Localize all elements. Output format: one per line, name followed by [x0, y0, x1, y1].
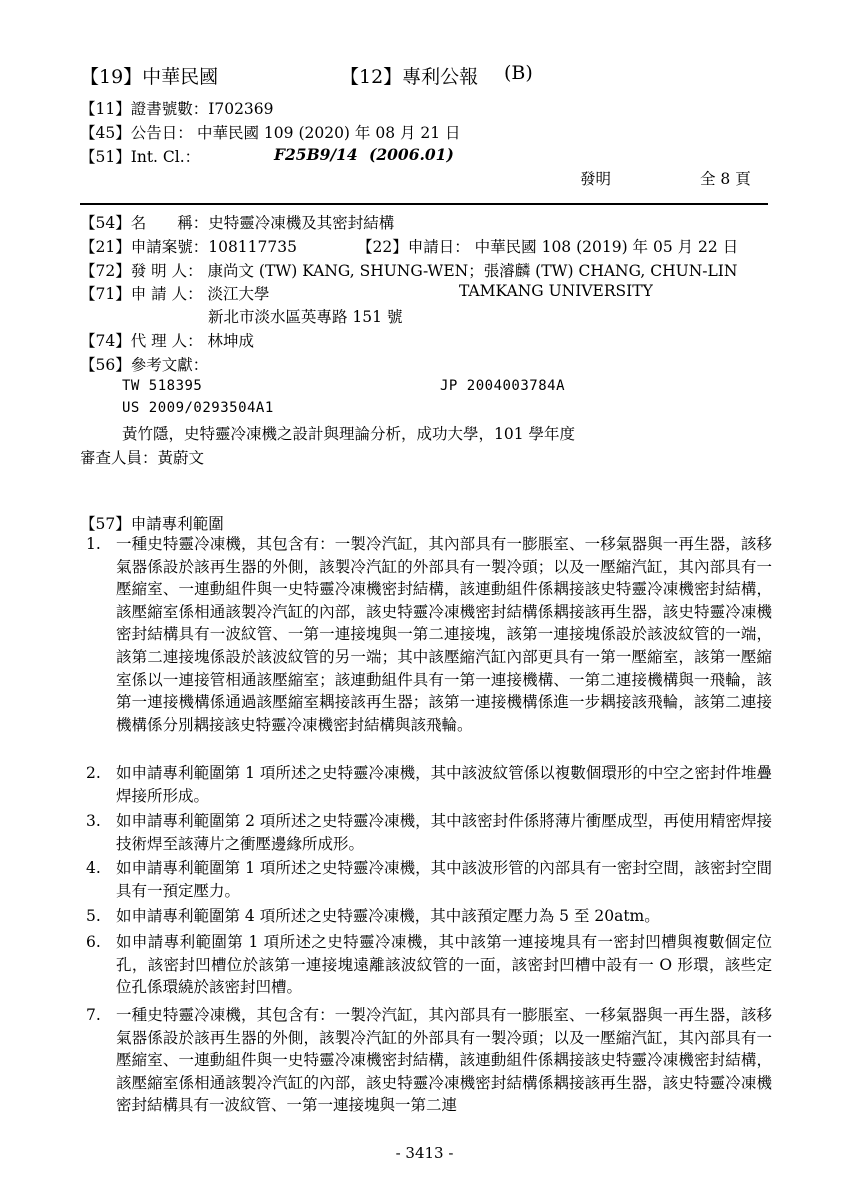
reference-jp: JP 2004003784A: [440, 378, 566, 394]
application-date: 【22】申請日： 中華民國 108 (2019) 年 05 月 22 日: [357, 238, 739, 256]
publication-label: 【45】公告日：: [80, 124, 193, 142]
claim-number: 6.: [86, 933, 101, 951]
claim-text: 如申請專利範圍第 4 項所述之史特靈冷凍機，其中該預定壓力為 5 至 20atm。: [116, 907, 660, 925]
reference-us: US 2009/0293504A1: [122, 400, 274, 416]
int-cl-label: 【51】Int. Cl.：: [80, 148, 201, 166]
document-type: 【12】專利公報: [340, 66, 479, 88]
claim-item: [82, 533, 772, 736]
inventors: 【72】發 明 人： 康尚文 (TW) KANG, SHUNG-WEN；張濬麟 (TW) CHANG, CHUN-LIN: [80, 262, 738, 280]
examiner: 審查人員：黃蔚文: [80, 449, 205, 467]
claim-item: [82, 762, 772, 807]
claim-text: 如申請專利範圍第 2 項所述之史特靈冷凍機，其中該密封件係將薄片衝壓成型，再使用精密焊接技術焊至該薄片之衝壓邊緣所成形。: [116, 812, 772, 853]
application-number: 【21】申請案號：108117735: [80, 238, 297, 256]
claim-number: 2.: [86, 764, 101, 782]
claim-text: 如申請專利範圍第 1 項所述之史特靈冷凍機，其中該波紋管係以複數個環形的中空之密封件堆疊焊接所形成。: [116, 764, 772, 805]
agent: 【74】代 理 人： 林坤成: [80, 332, 255, 350]
claim-number: 4.: [86, 859, 101, 877]
reference-thesis: 黃竹隱，史特靈冷凍機之設計與理論分析，成功大學，101 學年度: [122, 425, 576, 443]
claim-text: 如申請專利範圍第 1 項所述之史特靈冷凍機，其中該波形管的內部具有一密封空間，該密封空間具有一預定壓力。: [116, 859, 772, 900]
claim-item: [82, 1004, 772, 1117]
int-cl-version: (2006.01): [369, 145, 454, 164]
applicant: 【71】申 請 人： 淡江大學: [80, 285, 270, 303]
claim-number: 5.: [86, 907, 101, 925]
claim-number: 7.: [86, 1006, 101, 1024]
publication-date: 中華民國 109 (2020) 年 08 月 21 日: [197, 124, 461, 142]
claim-item: [82, 810, 772, 855]
claims-heading: 【57】申請專利範圍: [80, 515, 224, 533]
claim-text: 如申請專利範圍第 1 項所述之史特靈冷凍機，其中該第一連接塊具有一密封凹槽與複數個定位孔，該密封凹槽位於該第一連接塊遠離該波紋管的一面，該密封凹槽中設有一 O 形環，該些定位孔係環繞於該密封凹槽。: [116, 933, 772, 997]
country-label: 【19】中華民國: [80, 66, 219, 88]
document-kind: (B): [504, 62, 533, 84]
applicant-address: 新北市淡水區英專路 151 號: [208, 308, 403, 326]
header-divider: [80, 203, 768, 205]
int-cl-code: F25B9/14: [274, 145, 358, 164]
claim-item: [82, 931, 772, 999]
claim-item: [82, 857, 772, 902]
certificate-number: 【11】證書號數：I702369: [80, 100, 274, 118]
applicant-english: TAMKANG UNIVERSITY: [459, 282, 653, 300]
claim-number: 3.: [86, 812, 101, 830]
claim-text: 一種史特靈冷凍機，其包含有：一製冷汽缸，其內部具有一膨脹室、一移氣器與一再生器，該移氣器係設於該再生器的外側，該製冷汽缸的外部具有一製冷頭；以及一壓縮汽缸，其內部具有一壓縮室、一連動組件與一史特靈冷凍機密封結構，該連動組件係耦接該史特靈冷凍機密封結構，該壓縮室係相通該製冷汽缸的內部，該史特靈冷凍機密封結構係耦接該再生器，該史特靈冷凍機密封結構具有一波紋管、一第一連接塊與一第二連: [116, 1006, 772, 1115]
patent-category: 發明: [580, 170, 612, 188]
references-label: 【56】參考文獻：: [80, 356, 209, 374]
title-row: 【54】名 稱：史特靈冷凍機及其密封結構: [80, 214, 395, 232]
claim-item: [82, 905, 772, 928]
page-count: 全 8 頁: [700, 170, 751, 188]
claim-number: 1.: [86, 535, 101, 553]
claim-text: 一種史特靈冷凍機，其包含有：一製冷汽缸，其內部具有一膨脹室、一移氣器與一再生器，該移氣器係設於該再生器的外側，該製冷汽缸的外部具有一製冷頭；以及一壓縮汽缸，其內部具有一壓縮室、一連動組件與一史特靈冷凍機密封結構，該連動組件係耦接該史特靈冷凍機密封結構，該壓縮室係相通該製冷汽缸的內部，該史特靈冷凍機密封結構係耦接該再生器，該史特靈冷凍機密封結構具有一波紋管、一第一連接塊與一第二連接塊，該第一連接塊係設於該波紋管的一端，該第二連接塊係設於該波紋管的另一端；其中該壓縮汽缸內部更具有一第一壓縮室，該第一壓縮室係以一連接管相通該壓縮室；該連動組件具有一第一連接機構、一第二連接機構與一飛輪，該第一連接機構係通過該壓縮室耦接該再生器；該第一連接機構係進一步耦接該飛輪，該第二連接機構係分別耦接該史特靈冷凍機密封結構與該飛輪。: [116, 535, 772, 734]
page-number: - 3413 -: [395, 1144, 454, 1162]
reference-tw: TW 518395: [122, 378, 203, 394]
